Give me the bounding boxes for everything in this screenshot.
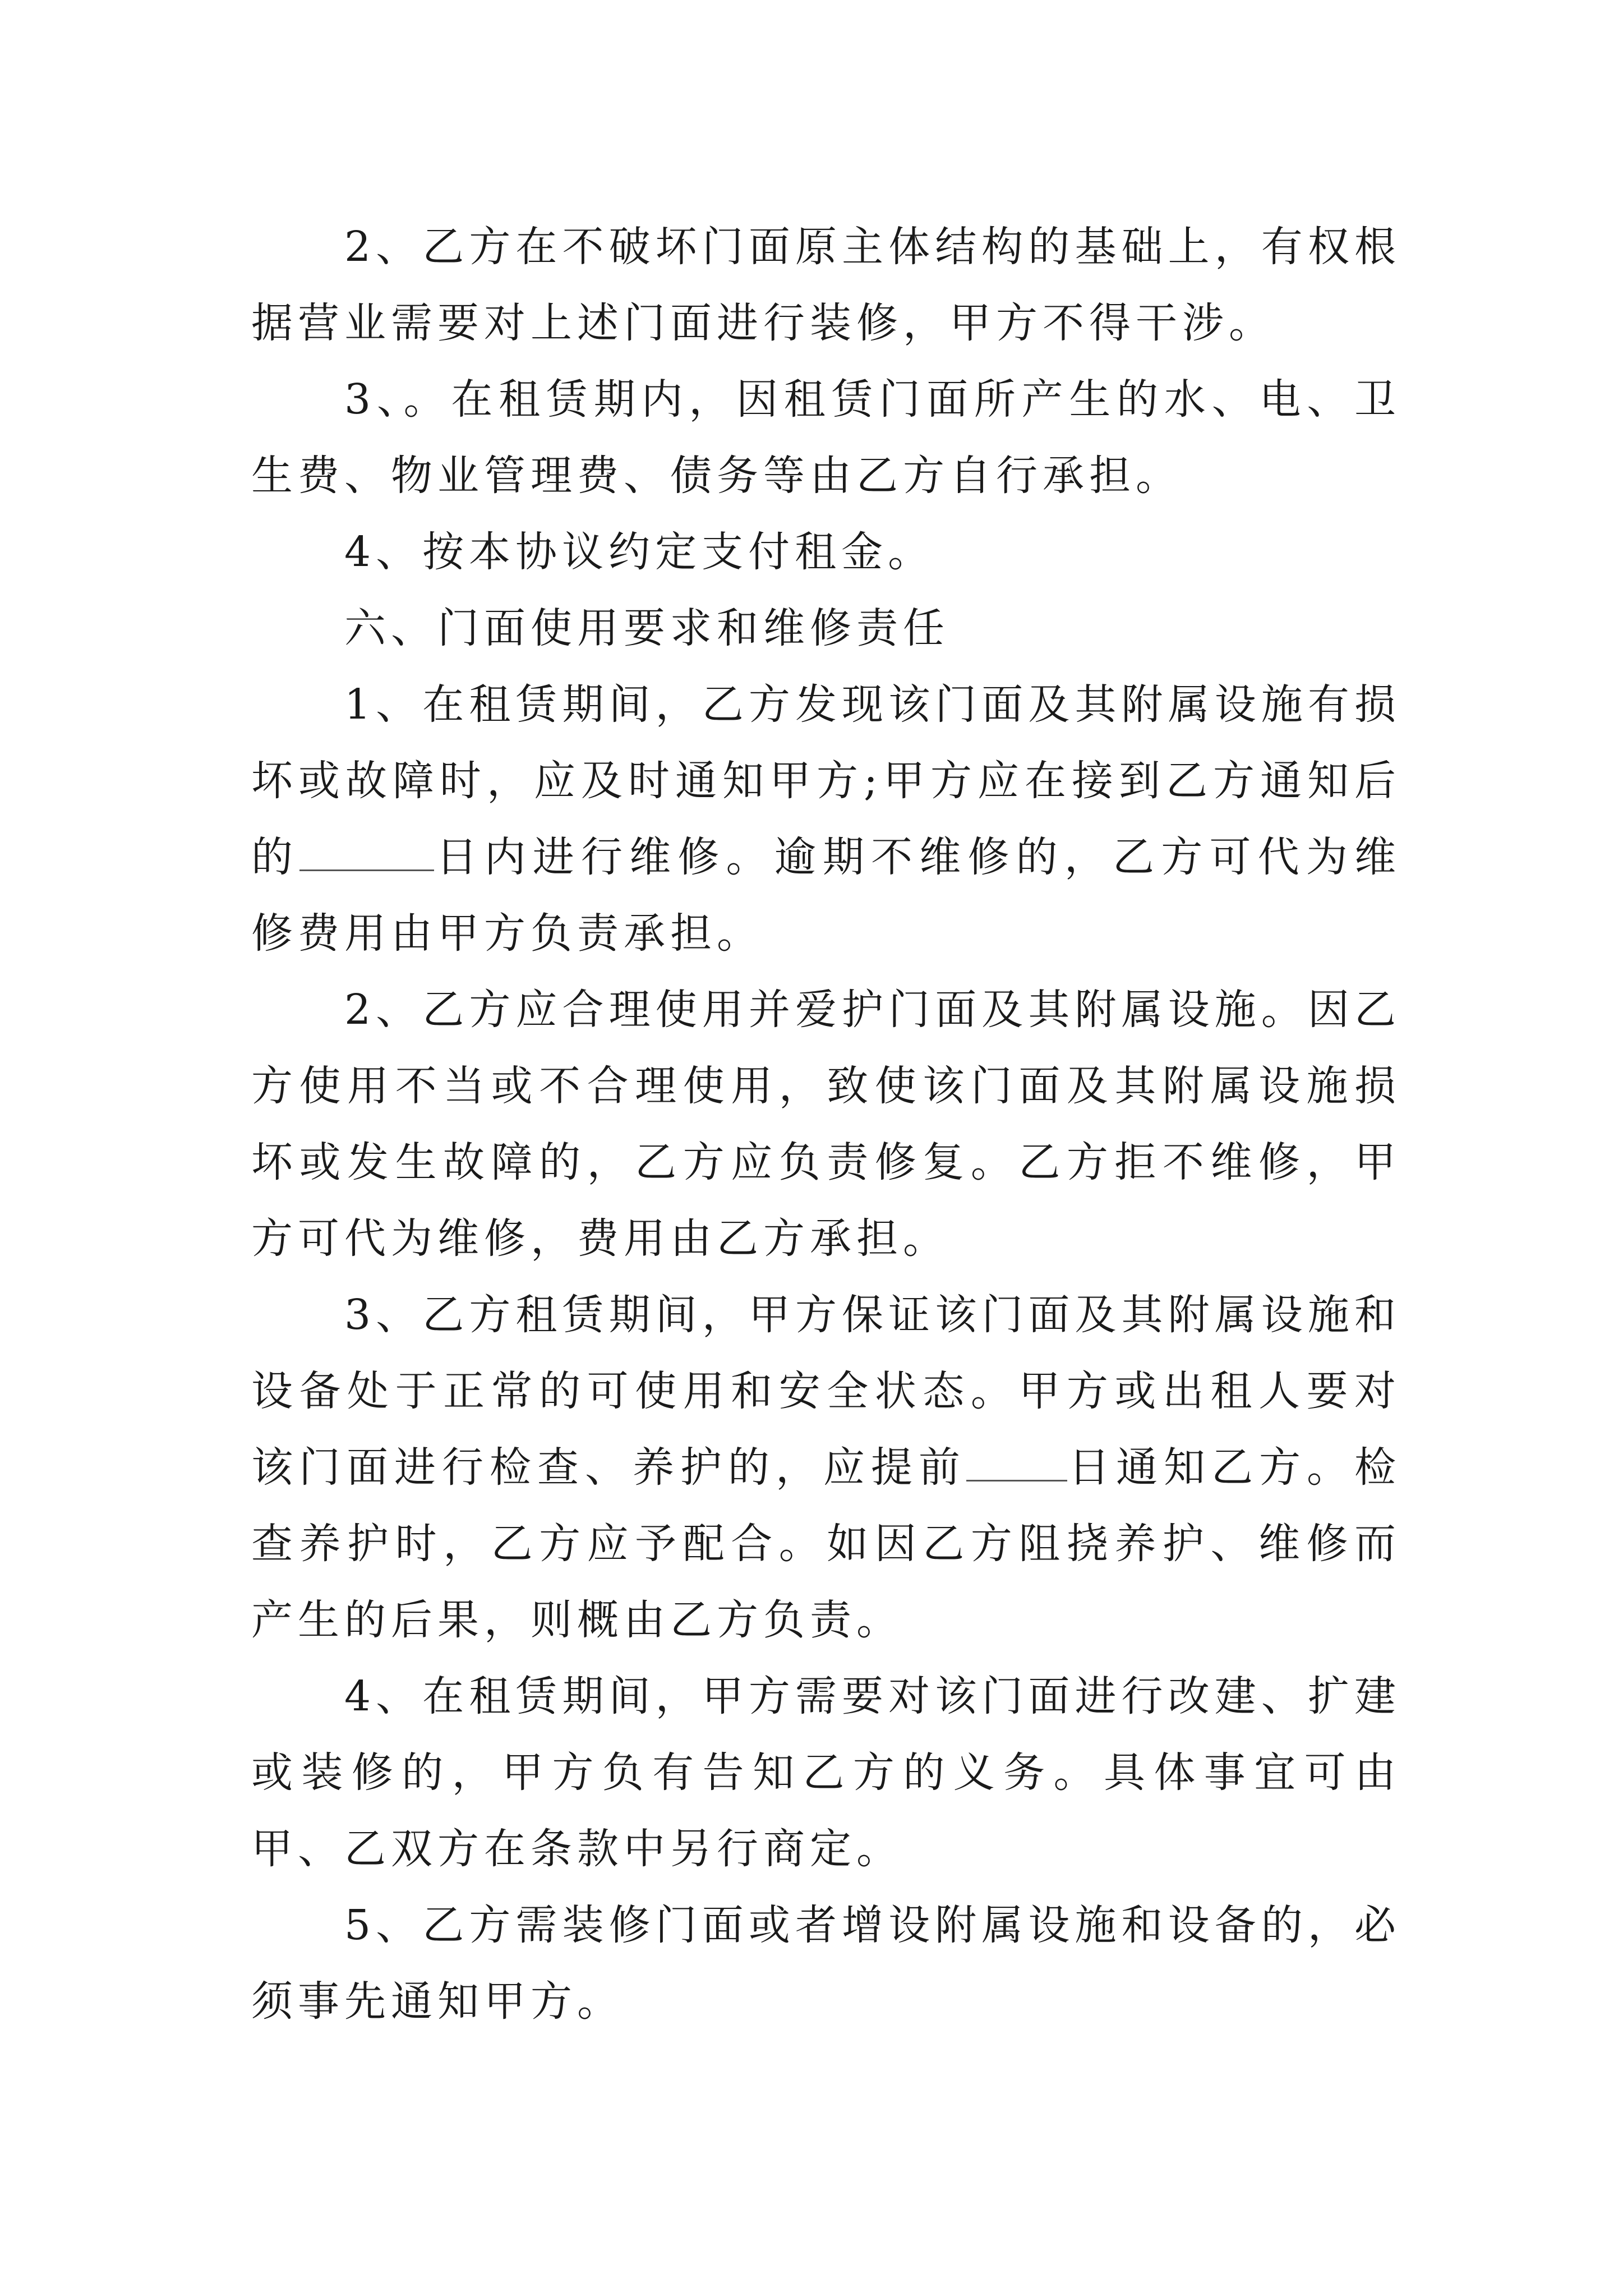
paragraph-rent-payment: 4、按本协议约定支付租金。 xyxy=(344,528,935,576)
paragraph-text-after-blank: 日内进行维修。逾期不维修的，乙方可代为维修费用由甲方负责承担。 xyxy=(251,833,1401,958)
paragraph-expenses: 3、。在租赁期内，因租赁门面所产生的水、电、卫生费、物业管理费、债务等由乙方自行承担。 xyxy=(251,375,1401,500)
fill-in-blank xyxy=(966,1442,1067,1481)
paragraph-tenant-renovation: 5、乙方需装修门面或者增设附属设施和设备的，必须事先通知甲方。 xyxy=(251,1901,1401,2026)
paragraph-landlord-renovation: 4、在租赁期间，甲方需要对该门面进行改建、扩建或装修的，甲方负有告知乙方的义务。具体事宜可由甲、乙双方在条款中另行商定。 xyxy=(251,1672,1401,1873)
paragraph-text-before-blank: 1、在租赁期间，乙方发现该门面及其附属设施有损坏或故障时，应及时通知甲方;甲方应在接到乙方通知后的 xyxy=(251,680,1401,881)
paragraph-repair-notice xyxy=(251,666,1401,972)
paragraph-text-after-blank: 日通知乙方。检查养护时，乙方应予配合。如因乙方阻挠养护、维修而产生的后果，则概由乙方负责。 xyxy=(251,1443,1401,1644)
section-heading-usage-maintenance: 六、门面使用要求和维修责任 xyxy=(344,604,949,652)
document-body xyxy=(251,209,1401,2040)
paragraph-text-before-blank: 3、乙方租赁期间，甲方保证该门面及其附属设施和设备处于正常的可使用和安全状态。甲方或出租人要对该门面进行检查、养护的，应提前 xyxy=(251,1291,1401,1492)
paragraph-renovation-right: 2、乙方在不破坏门面原主体结构的基础上，有权根据营业需要对上述门面进行装修，甲方不得干涉。 xyxy=(251,223,1401,347)
fill-in-blank xyxy=(299,832,434,871)
paragraph-proper-use: 2、乙方应合理使用并爱护门面及其附属设施。因乙方使用不当或不合理使用，致使该门面及其附属设施损坏或发生故障的，乙方应负责修复。乙方拒不维修，甲方可代为维修，费用由乙方承担。 xyxy=(251,986,1401,1263)
paragraph-inspection xyxy=(251,1277,1401,1658)
